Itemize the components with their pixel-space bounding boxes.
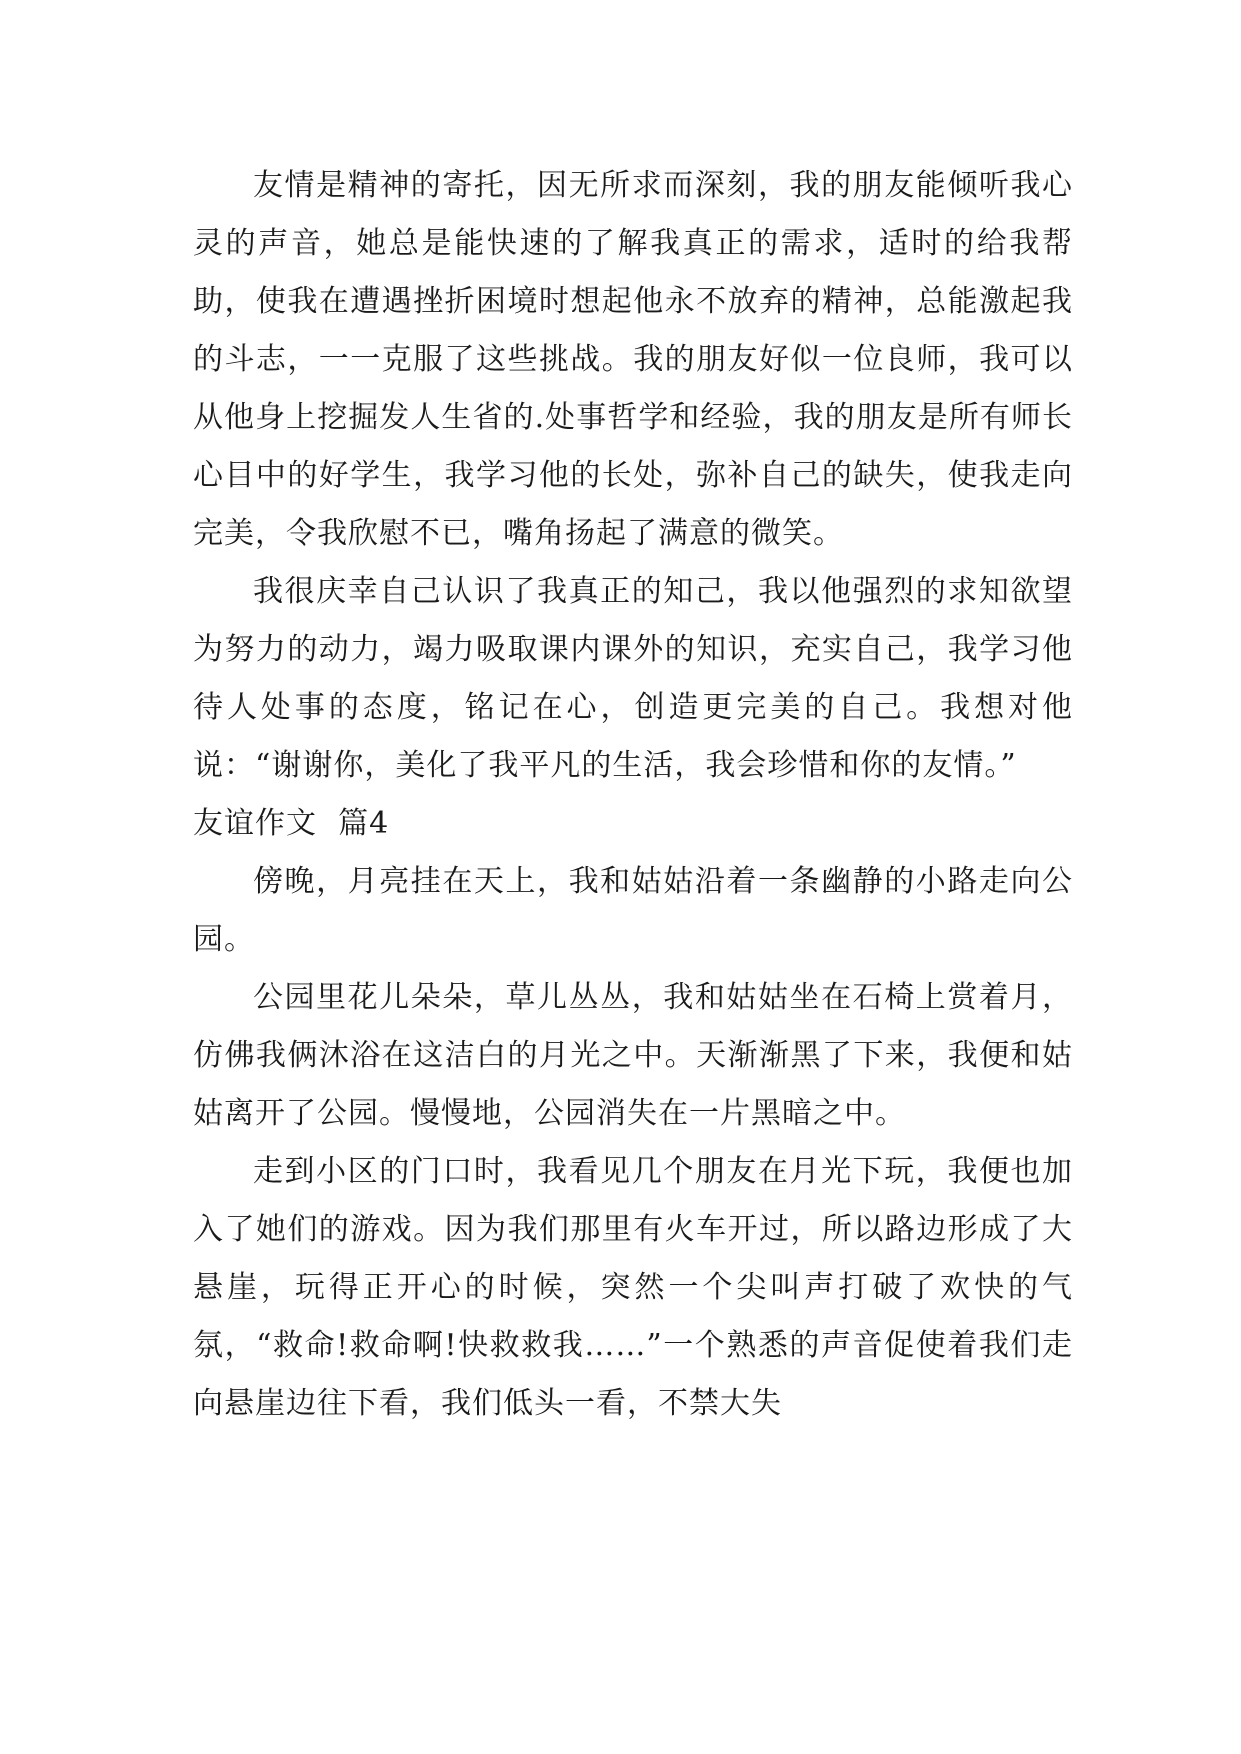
paragraph-friendship-spirit: 友情是精神的寄托，因无所求而深刻，我的朋友能倾听我心灵的声音，她总是能快速的了解我真正的需求，适时的给我帮助，使我在遭遇挫折困境时想起他永不放弃的精神，总能激起我的斗志，一一克服了这些挑战。我的朋友好似一位良师，我可以从他身上挖掘发人生省的.处事哲学和经验，我的朋友是所有师长心目中的好学生，我学习他的长处，弥补自己的缺失，使我走向完美，令我欣慰不已，嘴角扬起了满意的微笑。 [193,168,1073,551]
paragraph-park-moonlight: 公园里花儿朵朵，草儿丛丛，我和姑姑坐在石椅上赏着月，仿佛我俩沐浴在这洁白的月光之中。天渐渐黑了下来，我便和姑姑离开了公园。慢慢地，公园消失在一片黑暗之中。 [193,980,1073,1131]
document-body [193,157,1073,1433]
paragraph-cliff-cry: 走到小区的门口时，我看见几个朋友在月光下玩，我便也加入了她们的游戏。因为我们那里有火车开过，所以路边形成了大悬崖，玩得正开心的时候，突然一个尖叫声打破了欢快的气氛，“救命!救命啊!快救救我……”一个熟悉的声音促使着我们走向悬崖边往下看，我们低头一看，不禁大失 [193,1154,1073,1421]
section-heading: 友谊作文 篇4 [193,806,390,841]
paragraph-true-friend: 我很庆幸自己认识了我真正的知己，我以他强烈的求知欲望为努力的动力，竭力吸取课内课外的知识，充实自己，我学习他待人处事的态度，铭记在心，创造更完美的自己。我想对他说：“谢谢你，美化了我平凡的生活，我会珍惜和你的友情。” [193,574,1073,783]
paragraph-evening-walk: 傍晚，月亮挂在天上，我和姑姑沿着一条幽静的小路走向公园。 [193,864,1073,957]
